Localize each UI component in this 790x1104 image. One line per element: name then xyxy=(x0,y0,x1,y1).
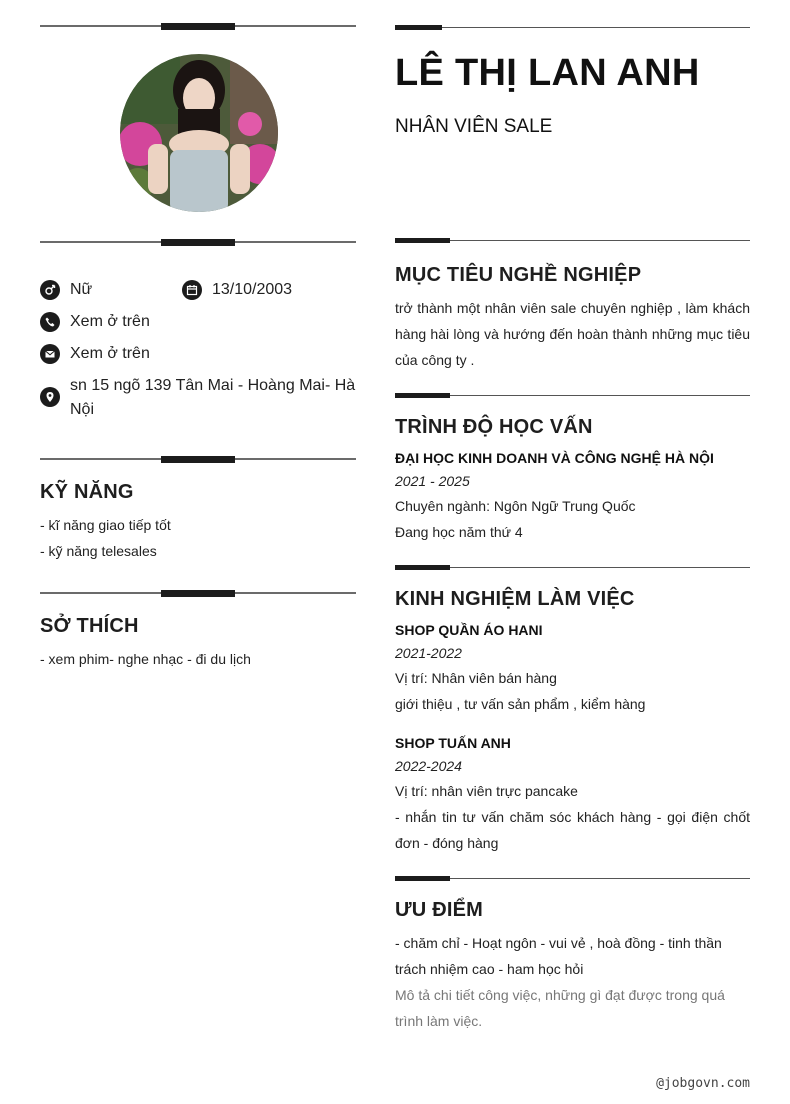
divider xyxy=(40,589,356,597)
divider xyxy=(40,455,356,463)
divider xyxy=(395,238,750,244)
email-icon xyxy=(40,344,60,364)
job-description: - nhắn tin tư vấn chăm sóc khách hàng - gọi điện chốt đơn - đóng hàng xyxy=(395,809,750,851)
avatar xyxy=(120,54,278,212)
strengths-text: - chăm chỉ - Hoạt ngôn - vui vẻ , hoà đồng - tinh thần trách nhiệm cao - ham học hỏi xyxy=(395,935,722,977)
experience-title: KINH NGHIỆM LÀM VIỆC xyxy=(395,588,635,610)
divider xyxy=(395,876,750,882)
phone-icon xyxy=(40,312,60,332)
skill-item: - kĩ năng giao tiếp tốt xyxy=(40,517,171,533)
job-company: SHOP QUẦN ÁO HANI xyxy=(395,622,543,638)
email-value: Xem ở trên xyxy=(70,345,150,362)
strengths-title: ƯU ĐIỂM xyxy=(395,899,483,921)
job-position: Vị trí: nhân viên trực pancake xyxy=(395,783,578,799)
gender-value: Nữ xyxy=(70,281,93,298)
skills-title: KỸ NĂNG xyxy=(40,481,134,503)
job-period: 2021-2022 xyxy=(395,645,462,661)
footer-watermark: @jobgovn.com xyxy=(656,1076,750,1091)
divider xyxy=(40,238,356,246)
objective-title: MỤC TIÊU NGHỀ NGHIỆP xyxy=(395,264,642,286)
divider xyxy=(40,22,356,30)
calendar-icon xyxy=(182,280,202,300)
strengths-placeholder: Mô tả chi tiết công việc, những gì đạt được trong quá trình làm việc. xyxy=(395,987,725,1029)
hobbies-text: - xem phim- nghe nhạc - đi du lịch xyxy=(40,651,251,667)
gender-icon xyxy=(40,280,60,300)
dob-row xyxy=(182,278,292,302)
job-position: Vị trí: Nhân viên bán hàng xyxy=(395,670,557,686)
school-name: ĐẠI HỌC KINH DOANH VÀ CÔNG NGHỆ HÀ NỘI xyxy=(395,450,714,466)
skill-item: - kỹ năng telesales xyxy=(40,543,157,559)
candidate-role: NHÂN VIÊN SALE xyxy=(395,116,553,137)
job-company: SHOP TUẤN ANH xyxy=(395,735,511,751)
divider xyxy=(395,393,750,399)
education-period: 2021 - 2025 xyxy=(395,473,470,489)
address-value: sn 15 ngõ 139 Tân Mai - Hoàng Mai- Hà Nội xyxy=(70,377,356,418)
divider xyxy=(395,565,750,571)
email-row xyxy=(40,342,150,366)
address-row xyxy=(40,374,356,422)
gender-row xyxy=(40,278,92,302)
candidate-name: LÊ THỊ LAN ANH xyxy=(395,52,700,94)
divider xyxy=(395,25,750,31)
education-status: Đang học năm thứ 4 xyxy=(395,524,523,540)
phone-row xyxy=(40,310,150,334)
objective-text: trở thành một nhân viên sale chuyên nghiệp , làm khách hàng hài lòng và hướng đến hoàn thành những mục tiêu của công ty . xyxy=(395,300,750,368)
dob-value: 13/10/2003 xyxy=(212,281,293,298)
job-period: 2022-2024 xyxy=(395,758,462,774)
hobbies-title: SỞ THÍCH xyxy=(40,615,139,637)
education-title: TRÌNH ĐỘ HỌC VẤN xyxy=(395,416,593,438)
job-description: giới thiệu , tư vấn sản phẩm , kiểm hàng xyxy=(395,696,646,712)
phone-value: Xem ở trên xyxy=(70,313,150,330)
education-major: Chuyên ngành: Ngôn Ngữ Trung Quốc xyxy=(395,498,636,514)
location-icon xyxy=(40,387,60,407)
